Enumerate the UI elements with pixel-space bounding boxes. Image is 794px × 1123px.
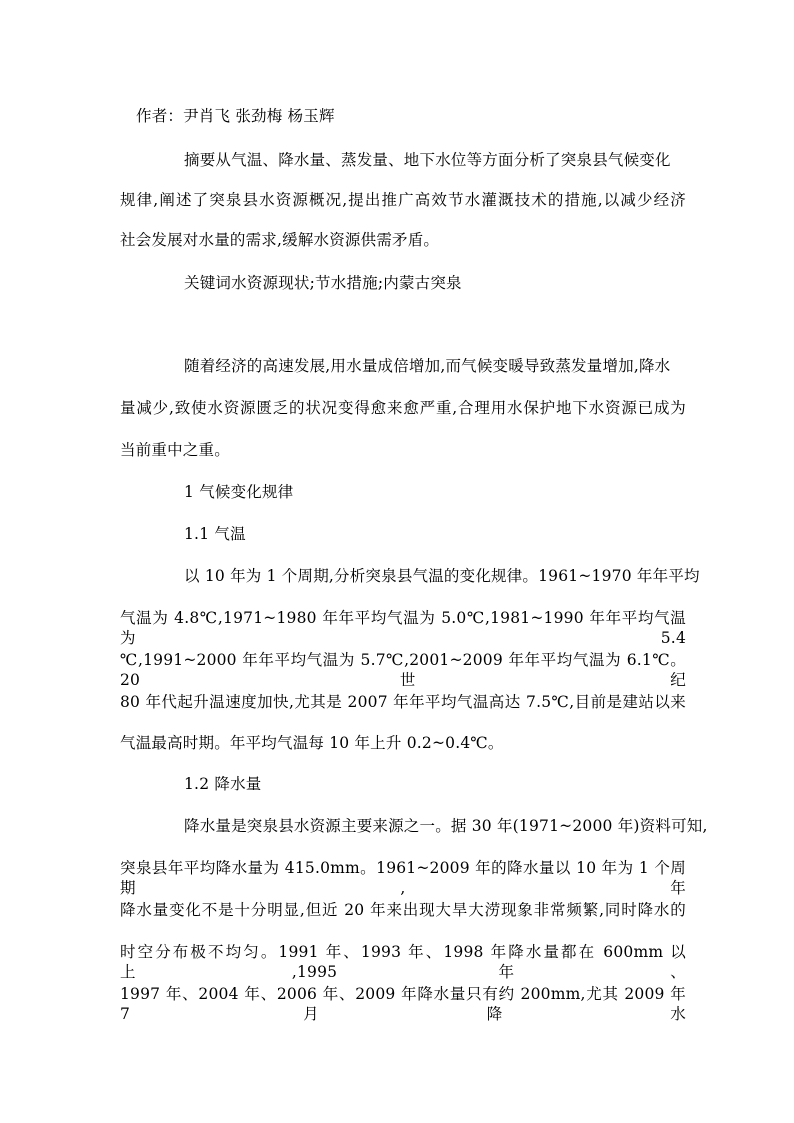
temperature-line-5: 气温最高时期。年平均气温每 10 年上升 0.2~0.4℃。 [120, 734, 504, 752]
precipitation-line-3: 降水量变化不是十分明显,但近 20 年来出现大旱大涝现象非常频繁,同时降水的 [120, 901, 686, 919]
temperature-line-2: 气温为 4.8℃,1971~1980 年年平均气温为 5.0℃,1981~1990 年年平均气温为 5.4 [120, 609, 686, 647]
intro-line-3: 当前重中之重。 [120, 441, 230, 459]
keywords-line: 关键词水资源现状;节水措施;内蒙古突泉 [184, 274, 462, 292]
precipitation-line-5: 1997 年、2004 年、2006 年、2009 年降水量只有约 200mm,尤其 2009 年 7 月降水 [120, 985, 686, 1023]
abstract-line-1: 摘要从气温、降水量、蒸发量、地下水位等方面分析了突泉县气候变化 [184, 151, 671, 169]
section-heading-1-2: 1.2 降水量 [184, 775, 262, 793]
precipitation-line-1: 降水量是突泉县水资源主要来源之一。据 30 年(1971~2000 年)资料可知, [184, 817, 708, 835]
section-heading-1-1: 1.1 气温 [184, 525, 246, 543]
temperature-line-4: 80 年代起升温速度加快,尤其是 2007 年年平均气温高达 7.5℃,目前是建站以来 [120, 693, 686, 711]
abstract-line-3: 社会发展对水量的需求,缓解水资源供需矛盾。 [120, 231, 440, 249]
temperature-line-3: ℃,1991~2000 年年平均气温为 5.7℃,2001~2009 年年平均气温为 6.1℃。20 世纪 [120, 651, 686, 689]
author-line: 作者：尹肖飞 张劲梅 杨玉辉 [136, 107, 335, 125]
precipitation-line-4: 时空分布极不均匀。1991 年、1993 年、1998 年降水量都在 600mm 以上,1995 年、 [120, 943, 686, 981]
intro-line-1: 随着经济的高速发展,用水量成倍增加,而气候变暖导致蒸发量增加,降水 [184, 357, 671, 375]
section-heading-1: 1 气候变化规律 [184, 483, 294, 501]
temperature-line-1: 以 10 年为 1 个周期,分析突泉县气温的变化规律。1961~1970 年年平均 [184, 567, 700, 585]
intro-line-2: 量减少,致使水资源匮乏的状况变得愈来愈严重,合理用水保护地下水资源已成为 [120, 399, 686, 417]
abstract-line-2: 规律,阐述了突泉县水资源概况,提出推广高效节水灌溉技术的措施,以减少经济 [120, 191, 686, 209]
precipitation-line-2: 突泉县年平均降水量为 415.0mm。1961~2009 年的降水量以 10 年为 1 个周期,年 [120, 859, 686, 897]
